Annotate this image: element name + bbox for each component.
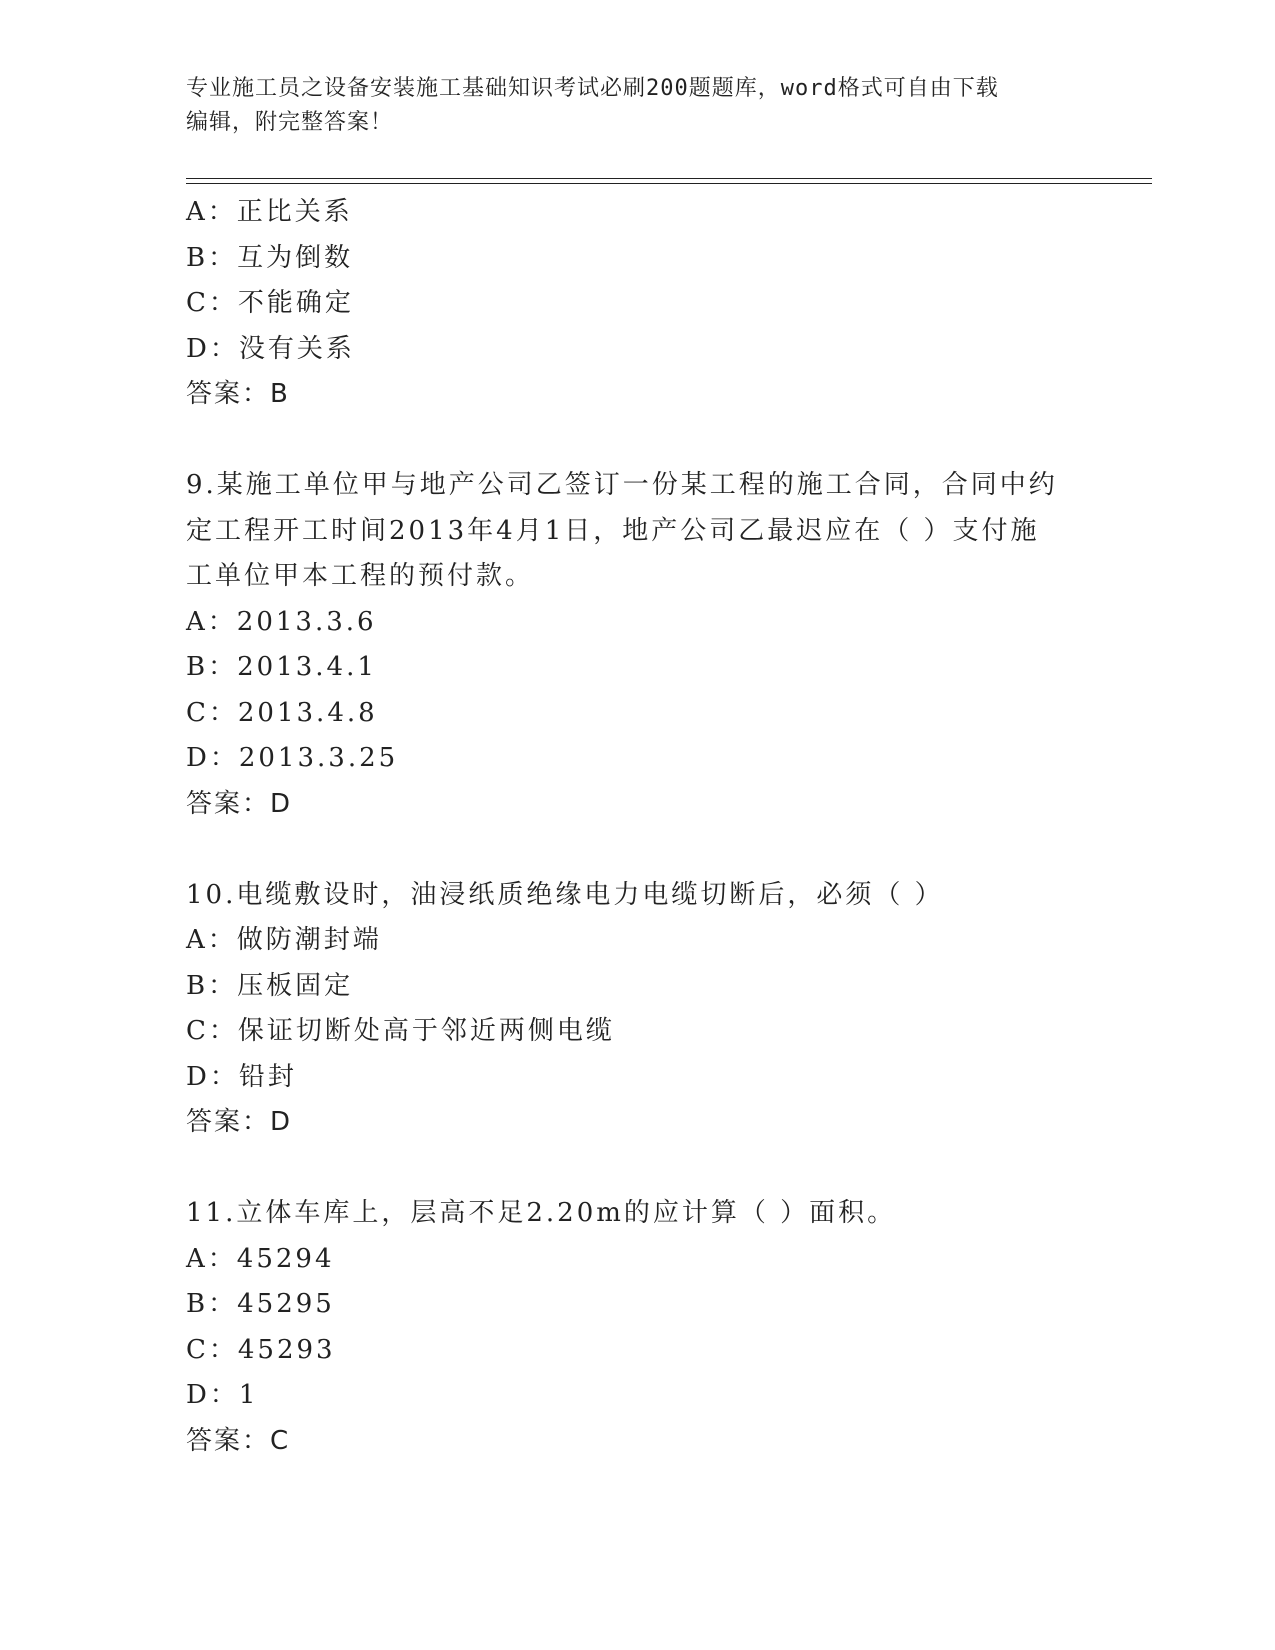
option-b: B：压板固定 (186, 970, 354, 1001)
answer-label: 答案：C (186, 1425, 291, 1456)
header-divider-top (186, 178, 1152, 179)
answer-label: 答案：D (186, 1107, 293, 1137)
question-text-line: 工单位甲本工程的预付款。 (186, 561, 535, 591)
option-b: B：互为倒数 (186, 242, 354, 273)
question-text-line: 定工程开工时间2013年4月1日，地产公司乙最迟应在（ ）支付施 (186, 515, 1040, 546)
option-d: D：没有关系 (186, 333, 355, 364)
spacer (186, 827, 1086, 873)
option-d: D：1 (186, 1380, 259, 1410)
option-c: C：45293 (186, 1334, 336, 1365)
header-title-line-1: 专业施工员之设备安装施工基础知识考试必刷200题题库，word格式可自由下载 (186, 76, 999, 101)
question-8-block (186, 190, 1086, 418)
question-9-block (186, 463, 1086, 827)
option-d: D：铅封 (186, 1061, 297, 1092)
option-a: A：2013.3.6 (186, 606, 377, 637)
option-a: A：做防潮封端 (186, 925, 382, 955)
answer-label: 答案：B (186, 379, 290, 409)
option-b: B：2013.4.1 (186, 652, 377, 682)
option-a: A：正比关系 (186, 197, 353, 227)
question-list (186, 190, 1086, 1464)
option-c: C：保证切断处高于邻近两侧电缆 (186, 1016, 615, 1046)
question-10-block (186, 873, 1086, 1146)
header-title-line-2: 编辑，附完整答案！ (186, 110, 394, 135)
option-c: C：不能确定 (186, 288, 354, 318)
question-text-line: 10.电缆敷设时，油浸纸质绝缘电力电缆切断后，必须（ ） (186, 879, 944, 910)
option-a: A：45294 (186, 1243, 335, 1274)
spacer (186, 1146, 1086, 1192)
question-text-line: 11.立体车库上，层高不足2.20m的应计算（ ）面积。 (186, 1198, 897, 1228)
spacer (186, 418, 1086, 464)
document-header (186, 72, 1086, 140)
header-divider-bottom (186, 183, 1152, 184)
question-11-block (186, 1191, 1086, 1464)
option-b: B：45295 (186, 1289, 335, 1319)
option-d: D：2013.3.25 (186, 743, 399, 773)
option-c: C：2013.4.8 (186, 697, 378, 728)
answer-label: 答案：D (186, 788, 293, 819)
question-text-line: 9.某施工单位甲与地产公司乙签订一份某工程的施工合同，合同中约 (186, 470, 1058, 500)
